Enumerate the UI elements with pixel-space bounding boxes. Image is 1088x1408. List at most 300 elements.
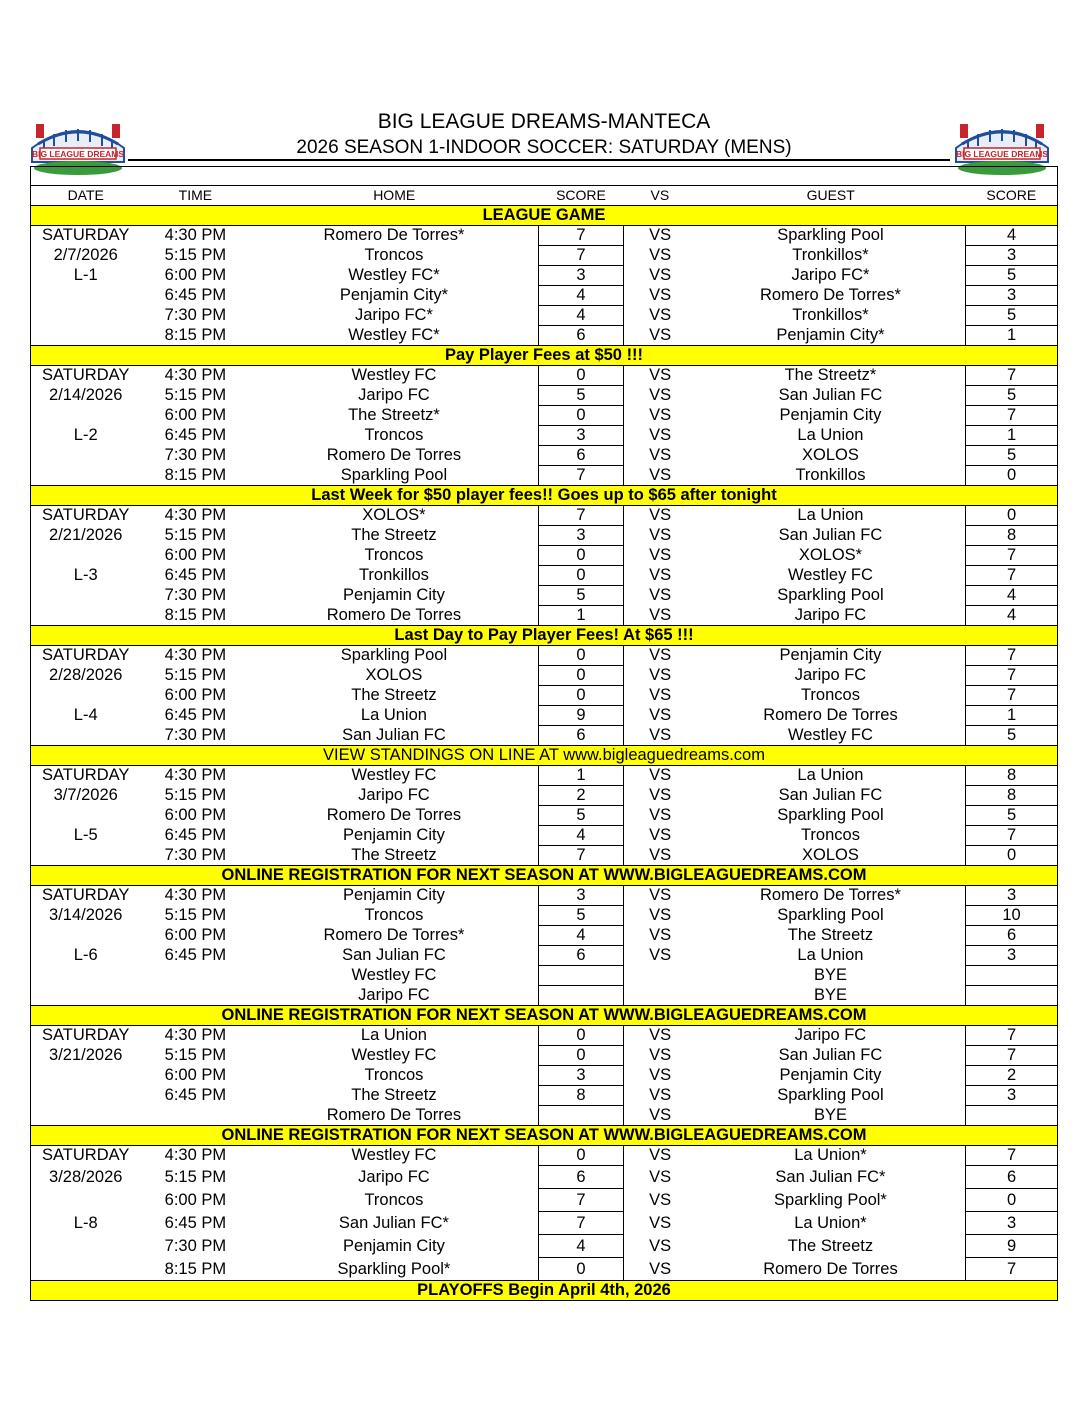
- guest-team: Tronkillos*: [792, 306, 869, 324]
- guest-score: 7: [966, 1026, 1058, 1046]
- game-date: 3/21/2026: [49, 1046, 123, 1064]
- game-time: [140, 1106, 250, 1126]
- game-date: [31, 926, 141, 946]
- game-date: 2/7/2026: [53, 246, 118, 264]
- game-date: [31, 846, 141, 866]
- home-team: Romero De Torres*: [323, 926, 465, 944]
- home-score: 1: [538, 606, 624, 626]
- home-score: 6: [538, 326, 624, 346]
- game-row: [31, 466, 1058, 486]
- game-time: 6:45 PM: [164, 566, 227, 584]
- guest-score: [966, 1106, 1058, 1126]
- game-row: [31, 226, 1058, 246]
- game-time: 4:30 PM: [164, 366, 227, 385]
- game-row: [31, 1106, 1058, 1126]
- banner-text: Last Day to Pay Player Fees! At $65 !!!: [31, 626, 1058, 646]
- game-date: L-1: [73, 266, 98, 284]
- game-date: [31, 406, 141, 426]
- home-team: La Union: [360, 1026, 427, 1045]
- home-score: 5: [538, 906, 624, 926]
- vs-label: VS: [649, 426, 672, 444]
- game-date: SATURDAY: [42, 226, 130, 245]
- guest-score: 5: [966, 806, 1058, 826]
- game-time: 8:15 PM: [164, 605, 227, 624]
- game-time: 6:00 PM: [164, 926, 227, 944]
- vs-label: VS: [649, 1026, 672, 1045]
- home-team: San Julian FC: [342, 725, 446, 744]
- game-date: L-5: [73, 826, 98, 844]
- home-score: [538, 966, 624, 986]
- vs-label: [624, 966, 696, 986]
- game-time: 6:45 PM: [164, 1086, 227, 1104]
- vs-label: VS: [649, 546, 672, 564]
- game-time: 5:15 PM: [164, 526, 227, 544]
- guest-score: 7: [966, 826, 1058, 846]
- banner-text: Last Week for $50 player fees!! Goes up to $65 after tonight: [31, 486, 1058, 506]
- home-score: 0: [538, 646, 624, 666]
- guest-team: Troncos: [800, 686, 860, 704]
- home-team: Westley FC: [351, 1146, 437, 1165]
- game-date: L-8: [73, 1214, 98, 1232]
- guest-team: Tronkillos*: [792, 246, 869, 264]
- home-score: 6: [538, 1166, 624, 1189]
- game-date: [31, 1189, 141, 1212]
- guest-team: Troncos: [800, 826, 860, 844]
- guest-score: 9: [966, 1235, 1058, 1258]
- game-time: 6:00 PM: [164, 1066, 227, 1084]
- section-banner: [31, 346, 1058, 366]
- home-score: 0: [538, 1026, 624, 1046]
- guest-team: Penjamin City: [779, 406, 882, 424]
- home-team: Troncos: [364, 426, 424, 444]
- game-date: SATURDAY: [42, 646, 130, 665]
- vs-label: VS: [649, 886, 672, 905]
- guest-score: 0: [966, 846, 1058, 866]
- guest-team: San Julian FC*: [775, 1168, 886, 1186]
- game-time: 5:15 PM: [164, 1046, 227, 1064]
- guest-team: San Julian FC: [778, 526, 883, 544]
- game-time: 4:30 PM: [164, 766, 227, 785]
- game-time: 5:15 PM: [164, 906, 227, 924]
- home-score: 0: [538, 1046, 624, 1066]
- vs-label: VS: [649, 286, 672, 304]
- game-date: L-6: [73, 946, 98, 964]
- home-team: Westley FC: [351, 366, 437, 385]
- guest-team: La Union: [797, 426, 864, 444]
- game-time: 4:30 PM: [164, 226, 227, 245]
- banner-text: ONLINE REGISTRATION FOR NEXT SEASON AT WWW.BIGLEAGUEDREAMS.COM: [31, 1126, 1058, 1146]
- vs-label: VS: [649, 366, 672, 385]
- game-row: [31, 286, 1058, 306]
- banner-text: ONLINE REGISTRATION FOR NEXT SEASON AT WWW.BIGLEAGUEDREAMS.COM: [31, 866, 1058, 886]
- game-row: [31, 806, 1058, 826]
- home-team: XOLOS: [365, 666, 423, 684]
- game-row: [31, 1066, 1058, 1086]
- section-banner: [31, 1126, 1058, 1146]
- game-row: [31, 966, 1058, 986]
- home-score: 3: [538, 886, 624, 906]
- home-team: Westley FC: [351, 1046, 437, 1064]
- guest-team: BYE: [813, 1105, 847, 1124]
- guest-score: 1: [966, 426, 1058, 446]
- section-banner: [31, 746, 1058, 766]
- game-time: 8:15 PM: [164, 1259, 227, 1278]
- guest-score: 3: [966, 1086, 1058, 1106]
- game-date: SATURDAY: [42, 366, 130, 385]
- home-team: Tronkillos: [358, 566, 429, 584]
- game-time: 4:30 PM: [164, 506, 227, 525]
- game-date: 3/7/2026: [53, 786, 118, 804]
- home-score: 7: [538, 506, 624, 526]
- home-score: 1: [538, 766, 624, 786]
- guest-score: 5: [966, 446, 1058, 466]
- vs-label: VS: [649, 1046, 672, 1064]
- guest-score: 5: [966, 386, 1058, 406]
- game-time: 6:45 PM: [164, 286, 227, 304]
- game-time: 5:15 PM: [164, 786, 227, 804]
- game-row: [31, 426, 1058, 446]
- game-row: [31, 946, 1058, 966]
- guest-score: 10: [966, 906, 1058, 926]
- home-team: Westley FC: [351, 766, 437, 785]
- guest-score: 7: [966, 1146, 1058, 1166]
- section-banner: [31, 626, 1058, 646]
- vs-label: VS: [649, 1214, 672, 1232]
- guest-team: Tronkillos: [795, 465, 866, 484]
- vs-label: VS: [649, 786, 672, 804]
- game-row: [31, 326, 1058, 346]
- home-team: Troncos: [364, 906, 424, 924]
- game-row: [31, 266, 1058, 286]
- guest-team: Westley FC: [787, 725, 873, 744]
- home-team: The Streetz*: [348, 406, 440, 424]
- home-score: 0: [538, 566, 624, 586]
- home-score: 0: [538, 666, 624, 686]
- home-score: 7: [538, 1189, 624, 1212]
- game-date: SATURDAY: [42, 886, 130, 905]
- home-team: Sparkling Pool: [340, 465, 448, 484]
- home-score: 4: [538, 286, 624, 306]
- game-date: [31, 606, 141, 626]
- home-team: Romero De Torres: [326, 1105, 462, 1124]
- vs-label: VS: [649, 586, 672, 604]
- game-row: [31, 566, 1058, 586]
- game-row: [31, 1046, 1058, 1066]
- vs-label: VS: [649, 386, 672, 404]
- game-row: [31, 906, 1058, 926]
- game-time: [140, 986, 250, 1006]
- home-score: [538, 986, 624, 1006]
- game-row: [31, 246, 1058, 266]
- game-row: [31, 646, 1058, 666]
- game-time: 7:30 PM: [164, 725, 227, 744]
- home-score: 6: [538, 946, 624, 966]
- guest-team: Sparkling Pool*: [774, 1191, 887, 1209]
- game-time: 5:15 PM: [164, 1168, 227, 1186]
- home-team: The Streetz: [351, 845, 437, 864]
- game-time: 7:30 PM: [164, 845, 227, 864]
- game-time: 6:00 PM: [164, 686, 227, 704]
- vs-label: VS: [649, 1237, 672, 1255]
- game-row: [31, 786, 1058, 806]
- home-team: Sparkling Pool*: [337, 1259, 451, 1278]
- game-row: [31, 926, 1058, 946]
- home-score: 4: [538, 306, 624, 326]
- home-team: Penjamin City: [343, 886, 445, 905]
- game-date: [31, 1066, 141, 1086]
- section-banner: [31, 206, 1058, 226]
- vs-label: VS: [649, 725, 672, 744]
- guest-team: XOLOS: [802, 446, 859, 464]
- game-date: L-3: [73, 566, 98, 584]
- guest-score: 7: [966, 366, 1058, 386]
- home-score: 0: [538, 1146, 624, 1166]
- banner-text: PLAYOFFS Begin April 4th, 2026: [31, 1281, 1058, 1301]
- vs-label: VS: [649, 1066, 672, 1084]
- home-score: 0: [538, 1258, 624, 1281]
- home-team: Westley FC*: [348, 325, 440, 344]
- vs-label: VS: [649, 1168, 672, 1186]
- game-row: [31, 686, 1058, 706]
- vs-label: VS: [649, 1191, 672, 1209]
- home-score: 5: [538, 386, 624, 406]
- guest-team: San Julian FC: [778, 386, 883, 404]
- guest-team: XOLOS*: [798, 546, 863, 564]
- column-header: SCORE: [538, 186, 624, 206]
- game-time: 4:30 PM: [164, 1146, 227, 1165]
- game-time: 6:00 PM: [164, 546, 227, 564]
- game-date: [31, 466, 141, 486]
- guest-team: Jaripo FC*: [791, 266, 870, 284]
- vs-label: VS: [649, 766, 672, 785]
- vs-label: VS: [649, 446, 672, 464]
- game-row: [31, 766, 1058, 786]
- guest-score: 8: [966, 526, 1058, 546]
- home-team: Jaripo FC: [358, 985, 430, 1004]
- vs-label: VS: [649, 306, 672, 324]
- page-title: BIG LEAGUE DREAMS-MANTECA: [377, 110, 711, 133]
- column-header: GUEST: [696, 186, 966, 206]
- game-time: 5:15 PM: [164, 666, 227, 684]
- guest-team: Sparkling Pool: [777, 226, 884, 245]
- game-row: [31, 606, 1058, 626]
- banner-text: ONLINE REGISTRATION FOR NEXT SEASON AT WWW.BIGLEAGUEDREAMS.COM: [31, 1006, 1058, 1026]
- game-row: [31, 586, 1058, 606]
- guest-team: Jaripo FC: [794, 605, 867, 624]
- guest-team: Sparkling Pool: [777, 806, 884, 824]
- guest-team: Penjamin City: [779, 1066, 882, 1084]
- vs-label: VS: [649, 666, 672, 684]
- game-time: 6:45 PM: [164, 426, 227, 444]
- guest-score: 3: [966, 946, 1058, 966]
- home-team: Penjamin City: [343, 826, 445, 844]
- home-score: 0: [538, 686, 624, 706]
- guest-score: 0: [966, 506, 1058, 526]
- game-date: [31, 306, 141, 326]
- column-header: VS: [624, 186, 696, 206]
- guest-score: 3: [966, 886, 1058, 906]
- game-time: 8:15 PM: [164, 465, 227, 484]
- guest-score: 7: [966, 1046, 1058, 1066]
- game-row: [31, 526, 1058, 546]
- home-score: 6: [538, 726, 624, 746]
- game-row: [31, 406, 1058, 426]
- guest-team: The Streetz*: [784, 366, 877, 385]
- guest-score: 1: [966, 326, 1058, 346]
- svg-text:BIG LEAGUE DREAMS: BIG LEAGUE DREAMS: [955, 149, 1049, 159]
- guest-score: 7: [966, 666, 1058, 686]
- game-date: [31, 326, 141, 346]
- guest-score: 3: [966, 1212, 1058, 1235]
- guest-team: Penjamin City: [779, 646, 882, 665]
- game-date: SATURDAY: [42, 766, 130, 785]
- game-row: [31, 1026, 1058, 1046]
- game-date: [31, 446, 141, 466]
- home-score: 3: [538, 426, 624, 446]
- game-row: [31, 666, 1058, 686]
- guest-score: 6: [966, 1166, 1058, 1189]
- game-row: [31, 1086, 1058, 1106]
- home-score: 9: [538, 706, 624, 726]
- vs-label: VS: [649, 1105, 672, 1124]
- guest-score: 4: [966, 586, 1058, 606]
- game-time: 7:30 PM: [164, 586, 227, 604]
- home-score: 8: [538, 1086, 624, 1106]
- guest-team: San Julian FC: [778, 786, 883, 804]
- home-team: The Streetz: [351, 1086, 437, 1104]
- game-row: [31, 1189, 1058, 1212]
- game-date: [31, 966, 141, 986]
- vs-label: VS: [649, 906, 672, 924]
- guest-score: 7: [966, 686, 1058, 706]
- title-underline: [128, 159, 950, 161]
- game-time: [140, 966, 250, 986]
- guest-score: 7: [966, 546, 1058, 566]
- game-time: 8:15 PM: [164, 325, 227, 344]
- column-header: SCORE: [966, 186, 1058, 206]
- guest-team: San Julian FC: [778, 1046, 883, 1064]
- vs-label: VS: [649, 1146, 672, 1165]
- home-team: Westley FC*: [348, 266, 440, 284]
- home-team: Troncos: [364, 1191, 424, 1209]
- home-score: 2: [538, 786, 624, 806]
- game-time: 4:30 PM: [164, 646, 227, 665]
- game-date: 3/14/2026: [49, 906, 123, 924]
- vs-label: VS: [649, 926, 672, 944]
- vs-label: VS: [649, 246, 672, 264]
- guest-score: 1: [966, 706, 1058, 726]
- game-date: [31, 1258, 141, 1281]
- home-score: 4: [538, 1235, 624, 1258]
- game-time: 6:45 PM: [164, 1214, 227, 1232]
- game-row: [31, 1258, 1058, 1281]
- home-team: Romero De Torres*: [323, 226, 465, 245]
- home-score: 3: [538, 526, 624, 546]
- guest-team: La Union: [797, 946, 864, 964]
- schedule-table: [30, 166, 1058, 1301]
- game-date: 2/21/2026: [49, 526, 123, 544]
- game-row: [31, 546, 1058, 566]
- game-row: [31, 1235, 1058, 1258]
- home-score: 0: [538, 366, 624, 386]
- vs-label: VS: [649, 1259, 672, 1278]
- home-score: 5: [538, 586, 624, 606]
- guest-score: 6: [966, 926, 1058, 946]
- guest-score: 4: [966, 226, 1058, 246]
- guest-team: Penjamin City*: [776, 325, 885, 344]
- home-team: Romero De Torres: [326, 446, 462, 464]
- game-row: [31, 386, 1058, 406]
- home-score: 7: [538, 246, 624, 266]
- guest-score: 2: [966, 1066, 1058, 1086]
- guest-team: La Union: [797, 506, 864, 525]
- banner-text: VIEW STANDINGS ON LINE AT www.bigleaguedreams.com: [31, 746, 1058, 766]
- game-time: 6:45 PM: [164, 826, 227, 844]
- home-score: 4: [538, 826, 624, 846]
- home-team: Troncos: [364, 246, 424, 264]
- vs-label: VS: [649, 566, 672, 584]
- game-row: [31, 1146, 1058, 1166]
- game-row: [31, 1212, 1058, 1235]
- game-row: [31, 446, 1058, 466]
- home-team: The Streetz: [351, 686, 437, 704]
- game-date: [31, 1106, 141, 1126]
- guest-team: Sparkling Pool: [777, 586, 884, 604]
- home-team: Troncos: [364, 1066, 424, 1084]
- home-score: 0: [538, 546, 624, 566]
- game-row: [31, 826, 1058, 846]
- game-row: [31, 1166, 1058, 1189]
- guest-team: Westley FC: [787, 566, 873, 584]
- svg-text:BIG LEAGUE DREAMS: BIG LEAGUE DREAMS: [31, 149, 125, 159]
- game-date: 2/28/2026: [49, 666, 123, 684]
- home-team: Jaripo FC: [358, 1168, 430, 1186]
- column-header: TIME: [140, 186, 250, 206]
- game-time: 6:00 PM: [164, 1191, 227, 1209]
- game-date: [31, 1086, 141, 1106]
- game-row: [31, 986, 1058, 1006]
- game-row: [31, 846, 1058, 866]
- vs-label: VS: [649, 406, 672, 424]
- game-time: 4:30 PM: [164, 886, 227, 905]
- vs-label: [624, 986, 696, 1006]
- vs-label: VS: [649, 226, 672, 245]
- home-score: 7: [538, 226, 624, 246]
- home-team: Troncos: [364, 546, 424, 564]
- guest-team: Romero De Torres*: [759, 886, 901, 905]
- guest-team: BYE: [813, 985, 847, 1004]
- column-header-row: [31, 186, 1058, 206]
- home-team: Penjamin City: [343, 586, 445, 604]
- game-date: [31, 986, 141, 1006]
- guest-score: 4: [966, 606, 1058, 626]
- game-time: 4:30 PM: [164, 1026, 227, 1045]
- game-time: 6:00 PM: [164, 806, 227, 824]
- section-banner: [31, 486, 1058, 506]
- guest-score: 7: [966, 566, 1058, 586]
- game-date: L-4: [73, 706, 98, 724]
- vs-label: VS: [649, 646, 672, 665]
- section-banner: [31, 1006, 1058, 1026]
- vs-label: VS: [649, 465, 672, 484]
- game-date: 3/28/2026: [49, 1168, 123, 1186]
- game-date: SATURDAY: [42, 1026, 130, 1045]
- home-team: Westley FC: [351, 966, 437, 984]
- vs-label: VS: [649, 845, 672, 864]
- vs-label: VS: [649, 605, 672, 624]
- game-date: [31, 806, 141, 826]
- game-date: [31, 286, 141, 306]
